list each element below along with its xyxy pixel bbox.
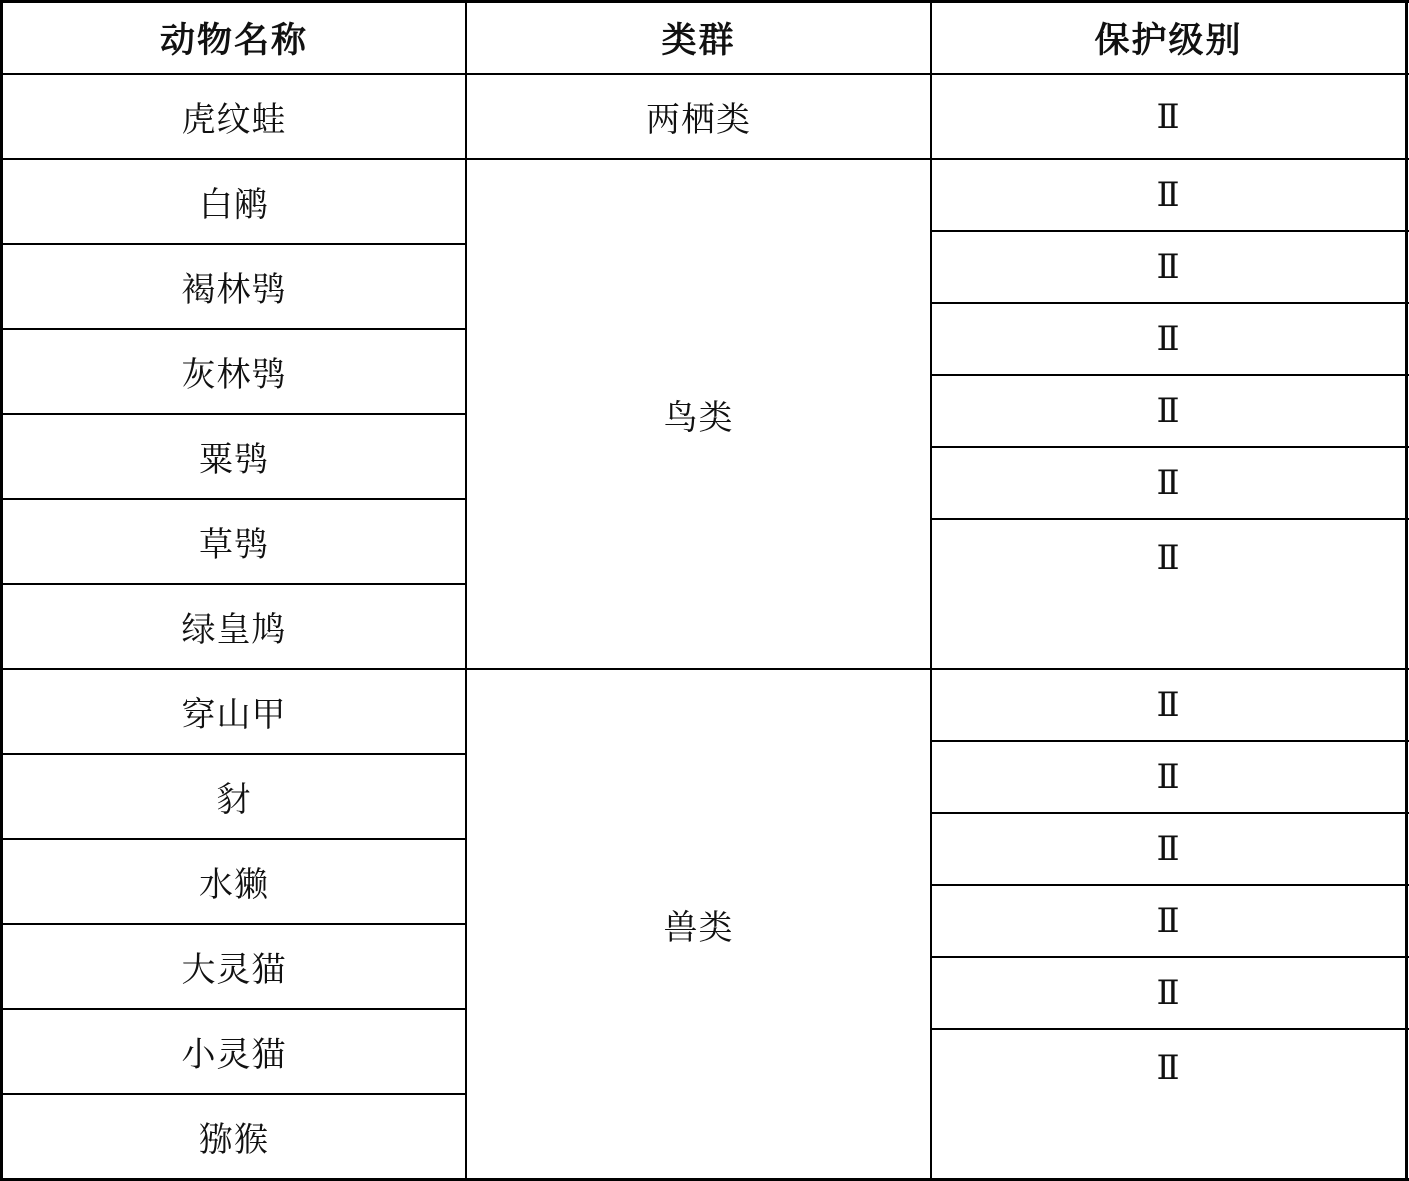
row-divider xyxy=(931,812,1409,814)
row-divider xyxy=(0,668,1409,670)
row-divider xyxy=(0,1008,466,1010)
protection-level-cell: Ⅱ xyxy=(1156,391,1181,431)
animal-name-cell: 豺 xyxy=(216,780,252,820)
column-divider xyxy=(465,0,467,1181)
table-border-left xyxy=(0,0,3,1181)
animal-name-cell: 粟鸮 xyxy=(199,440,269,480)
row-divider xyxy=(0,753,466,755)
animal-name-cell: 白鹇 xyxy=(199,185,269,225)
table-border-right xyxy=(1405,0,1408,1181)
row-divider xyxy=(0,583,466,585)
animal-name-cell: 褐林鸮 xyxy=(181,270,287,310)
row-divider xyxy=(0,328,466,330)
animal-name-cell: 绿皇鸠 xyxy=(181,610,287,650)
animal-name-cell: 灰林鸮 xyxy=(181,355,287,395)
protection-level-cell: Ⅱ xyxy=(1156,247,1181,287)
row-divider xyxy=(0,923,466,925)
row-divider xyxy=(0,498,466,500)
protection-level-cell: Ⅱ xyxy=(1156,901,1181,941)
protection-level-cell: Ⅱ xyxy=(1156,538,1181,578)
group-cell: 两栖类 xyxy=(646,100,751,140)
protection-level-cell: Ⅱ xyxy=(1156,175,1181,215)
row-divider xyxy=(931,956,1409,958)
row-divider xyxy=(931,518,1409,520)
protection-level-cell: Ⅱ xyxy=(1156,319,1181,359)
protection-level-cell: Ⅱ xyxy=(1156,685,1181,725)
animal-name-cell: 大灵猫 xyxy=(181,950,287,990)
header-animal-name: 动物名称 xyxy=(159,21,308,61)
row-divider xyxy=(0,413,466,415)
protection-level-cell: Ⅱ xyxy=(1156,973,1181,1013)
table-border-top xyxy=(0,0,1409,3)
row-divider xyxy=(0,158,1409,160)
header-group: 类群 xyxy=(661,21,736,61)
protection-level-cell: Ⅱ xyxy=(1156,829,1181,869)
row-divider xyxy=(931,302,1409,304)
row-divider xyxy=(931,740,1409,742)
animal-name-cell: 草鸮 xyxy=(199,525,269,565)
protection-level-cell: Ⅱ xyxy=(1156,463,1181,503)
group-cell: 兽类 xyxy=(663,907,734,948)
header-protection-level: 保护级别 xyxy=(1094,21,1243,61)
column-divider xyxy=(930,0,932,1181)
row-divider xyxy=(931,374,1409,376)
row-divider xyxy=(0,1093,466,1095)
group-cell: 鸟类 xyxy=(663,397,734,438)
row-divider xyxy=(931,884,1409,886)
animal-name-cell: 水獭 xyxy=(199,865,269,905)
protection-level-cell: Ⅱ xyxy=(1156,757,1181,797)
animal-name-cell: 虎纹蛙 xyxy=(181,100,287,140)
protection-level-cell: Ⅱ xyxy=(1156,96,1181,137)
row-divider xyxy=(0,243,466,245)
row-divider xyxy=(0,838,466,840)
protection-level-cell: Ⅱ xyxy=(1156,1048,1181,1088)
animal-name-cell: 穿山甲 xyxy=(181,695,287,735)
row-divider xyxy=(931,1028,1409,1030)
animal-name-cell: 小灵猫 xyxy=(181,1035,287,1075)
row-divider xyxy=(0,73,1409,75)
row-divider xyxy=(931,446,1409,448)
row-divider xyxy=(931,230,1409,232)
animal-name-cell: 猕猴 xyxy=(199,1120,269,1160)
